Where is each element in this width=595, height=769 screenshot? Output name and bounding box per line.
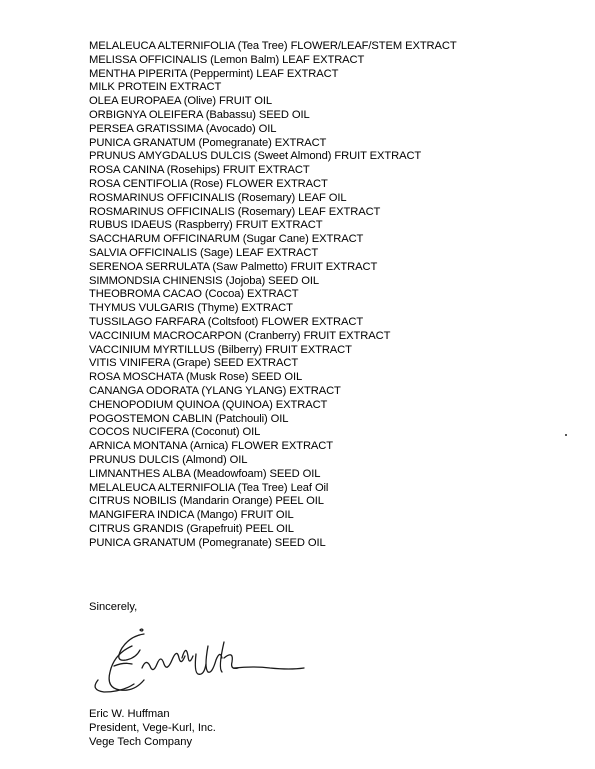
ingredient-item: MELISSA OFFICINALIS (Lemon Balm) LEAF EXTRACT: [89, 53, 365, 66]
ingredient-item: VITIS VINIFERA (Grape) SEED EXTRACT: [89, 357, 299, 370]
handwritten-signature: [84, 624, 310, 696]
signatory-name: Eric W. Huffman: [89, 708, 170, 720]
ingredient-item: SACCHARUM OFFICINARUM (Sugar Cane) EXTRACT: [89, 233, 364, 246]
ingredient-item: SALVIA OFFICINALIS (Sage) LEAF EXTRACT: [89, 246, 319, 259]
ingredient-item: PRUNUS DULCIS (Almond) OIL: [89, 453, 248, 466]
ingredient-item: PUNICA GRANATUM (Pomegranate) EXTRACT: [89, 136, 327, 149]
ingredient-item: PRUNUS AMYGDALUS DULCIS (Sweet Almond) FRUIT EXTRACT: [89, 150, 422, 163]
ingredient-item: VACCINIUM MYRTILLUS (Bilberry) FRUIT EXTRACT: [89, 343, 352, 356]
ingredient-item: SERENOA SERRULATA (Saw Palmetto) FRUIT EXTRACT: [89, 260, 378, 273]
ingredient-item: PUNICA GRANATUM (Pomegranate) SEED OIL: [89, 536, 326, 549]
ingredient-item: MELALEUCA ALTERNIFOLIA (Tea Tree) Leaf Oil: [89, 481, 329, 494]
ingredient-item: MILK PROTEIN EXTRACT: [89, 81, 222, 94]
ingredient-item: RUBUS IDAEUS (Raspberry) FRUIT EXTRACT: [89, 219, 323, 232]
signatory-title: President, Vege-Kurl, Inc.: [89, 721, 216, 734]
stray-mark: [565, 434, 567, 436]
ingredient-item: SIMMONDSIA CHINENSIS (Jojoba) SEED OIL: [89, 274, 319, 287]
ingredient-item: THEOBROMA CACAO (Cocoa) EXTRACT: [89, 288, 299, 301]
ingredient-item: MELALEUCA ALTERNIFOLIA (Tea Tree) FLOWER/LEAF/STEM EXTRACT: [89, 40, 457, 52]
ingredient-item: OLEA EUROPAEA (Olive) FRUIT OIL: [89, 95, 272, 108]
ingredient-item: CITRUS GRANDIS (Grapefruit) PEEL OIL: [89, 522, 294, 535]
ingredient-item: PERSEA GRATISSIMA (Avocado) OIL: [89, 122, 277, 135]
ingredient-item: ROSA CANINA (Rosehips) FRUIT EXTRACT: [89, 164, 310, 177]
ingredient-item: VACCINIUM MACROCARPON (Cranberry) FRUIT EXTRACT: [89, 329, 391, 342]
ingredient-item: MANGIFERA INDICA (Mango) FRUIT OIL: [89, 509, 294, 522]
ingredient-item: CHENOPODIUM QUINOA (QUINOA) EXTRACT: [89, 398, 328, 411]
ingredient-item: POGOSTEMON CABLIN (Patchouli) OIL: [89, 412, 289, 425]
ingredient-item: CANANGA ODORATA (YLANG YLANG) EXTRACT: [89, 384, 341, 397]
ingredient-item: CITRUS NOBILIS (Mandarin Orange) PEEL OIL: [89, 495, 324, 508]
signatory-company: Vege Tech Company: [89, 735, 193, 748]
ingredient-item: ORBIGNYA OLEIFERA (Babassu) SEED OIL: [89, 108, 310, 121]
signature-block: [89, 708, 216, 749]
ingredient-item: COCOS NUCIFERA (Coconut) OIL: [89, 426, 261, 439]
ingredient-item: LIMNANTHES ALBA (Meadowfoam) SEED OIL: [89, 467, 321, 480]
ingredient-item: MENTHA PIPERITA (Peppermint) LEAF EXTRACT: [89, 67, 339, 80]
ingredient-item: ROSMARINUS OFFICINALIS (Rosemary) LEAF OIL: [89, 191, 347, 204]
ingredient-item: THYMUS VULGARIS (Thyme) EXTRACT: [89, 302, 293, 315]
ingredient-item: TUSSILAGO FARFARA (Coltsfoot) FLOWER EXTRACT: [89, 315, 364, 328]
ingredient-item: ARNICA MONTANA (Arnica) FLOWER EXTRACT: [89, 440, 334, 453]
ingredient-item: ROSMARINUS OFFICINALIS (Rosemary) LEAF EXTRACT: [89, 205, 381, 218]
ingredient-item: ROSA CENTIFOLIA (Rose) FLOWER EXTRACT: [89, 177, 328, 190]
closing-salutation: Sincerely,: [89, 601, 138, 613]
ingredient-item: ROSA MOSCHATA (Musk Rose) SEED OIL: [89, 371, 303, 384]
ingredient-list: [89, 40, 457, 550]
